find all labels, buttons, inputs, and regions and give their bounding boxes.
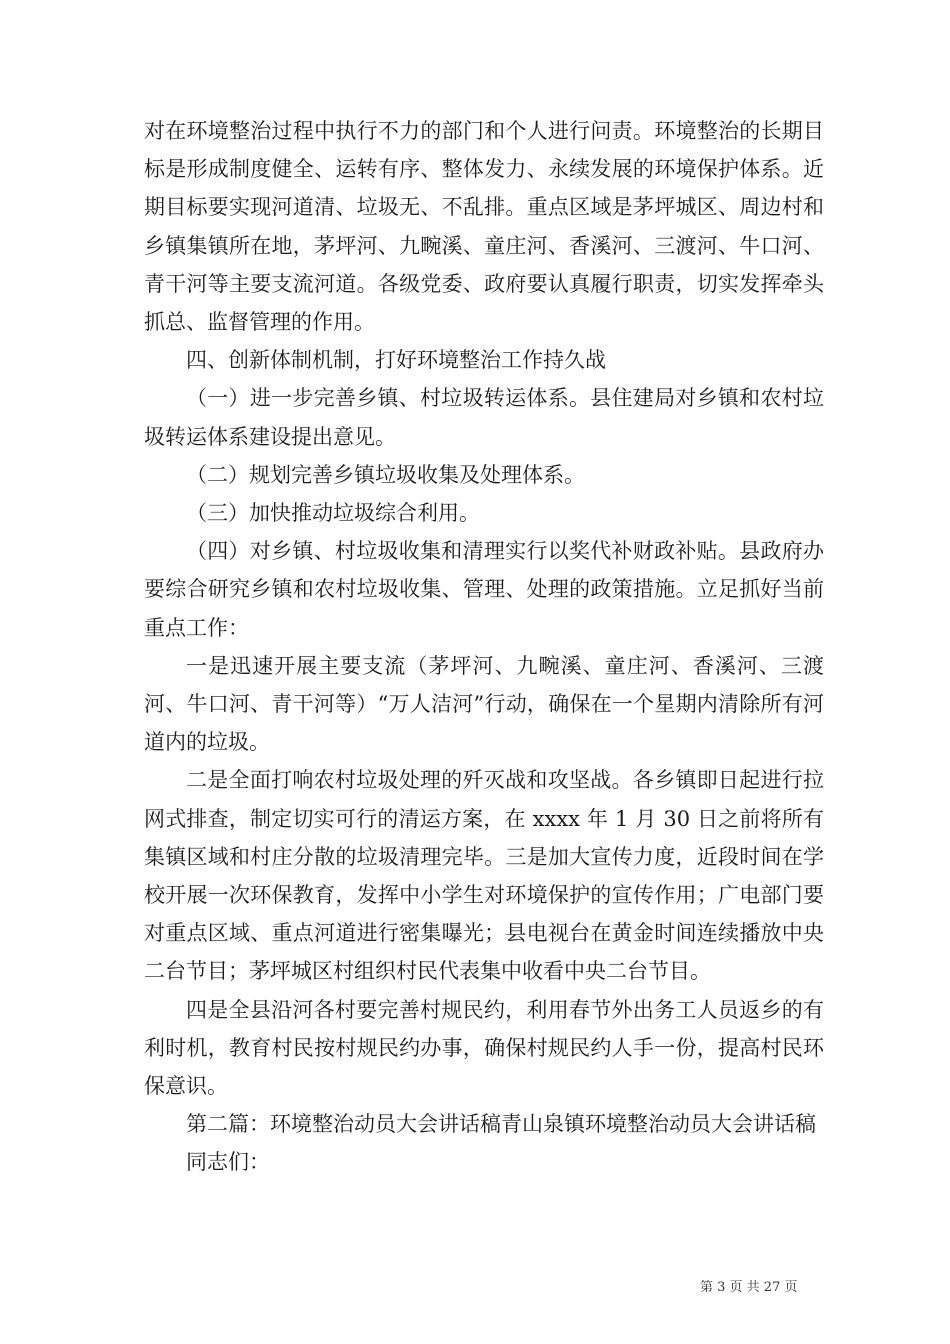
section-heading-four: 四、创新体制机制，打好环境整治工作持久战 <box>186 348 606 373</box>
paragraph-task-four: 四是全县沿河各村要完善村规民约，利用春节外出务工人员返乡的有利时机，教育村民按村规民约办事，确保村规民约人手一份，提高村民环保意识。 <box>144 997 824 1099</box>
paragraph-salutation: 同志们： <box>186 1150 270 1175</box>
paragraph-task-one: 一是迅速开展主要支流（茅坪河、九畹溪、童庄河、香溪河、三渡河、牛口河、青干河等）“万人洁河”行动，确保在一个星期内清除所有河道内的垃圾。 <box>144 653 824 755</box>
paragraph-item-four: （四）对乡镇、村垃圾收集和清理实行以奖代补财政补贴。县政府办要综合研究乡镇和农村垃圾收集、管理、处理的政策措施。立足抓好当前重点工作： <box>144 539 824 640</box>
paragraph-item-three: （三）加快推动垃圾综合利用。 <box>186 501 480 526</box>
paragraph-item-two: （二）规划完善乡镇垃圾收集及处理体系。 <box>186 462 585 487</box>
paragraph-item-one: （一）进一步完善乡镇、村垃圾转运体系。县住建局对乡镇和农村垃圾转运体系建设提出意见。 <box>144 386 824 449</box>
paragraph-accountability: 对在环境整治过程中执行不力的部门和个人进行问责。环境整治的长期目标是形成制度健全、运转有序、整体发力、永续发展的环境保护体系。近期目标要实现河道清、垃圾无、不乱排。重点区域是茅坪城区、周边村和乡镇集镇所在地，茅坪河、九畹溪、童庄河、香溪河、三渡河、牛口河、青干河等主要支流河道。各级党委、政府要认真履行职责，切实发挥牵头抓总、监督管理的作用。 <box>144 119 824 335</box>
paragraph-task-two-three: 二是全面打响农村垃圾处理的歼灭战和攻坚战。各乡镇即日起进行拉网式排查，制定切实可行的清运方案，在 xxxx 年 1 月 30 日之前将所有集镇区域和村庄分散的垃圾清理完毕。三是加大宣传力度，近段时间在学校开展一次环保教育，发挥中小学生对环境保护的宣传作用；广电部门要对重点区域、重点河道进行密集曝光；县电视台在黄金时间连续播放中央二台节目；茅坪城区村组织村民代表集中收看中央二台节目。 <box>144 768 824 984</box>
page-number-footer: 第 3 页 共 27 页 <box>700 1280 798 1295</box>
paragraph-second-article-title: 第二篇：环境整治动员大会讲话稿青山泉镇环境整治动员大会讲话稿 <box>186 1112 816 1137</box>
document-body <box>144 112 824 1182</box>
